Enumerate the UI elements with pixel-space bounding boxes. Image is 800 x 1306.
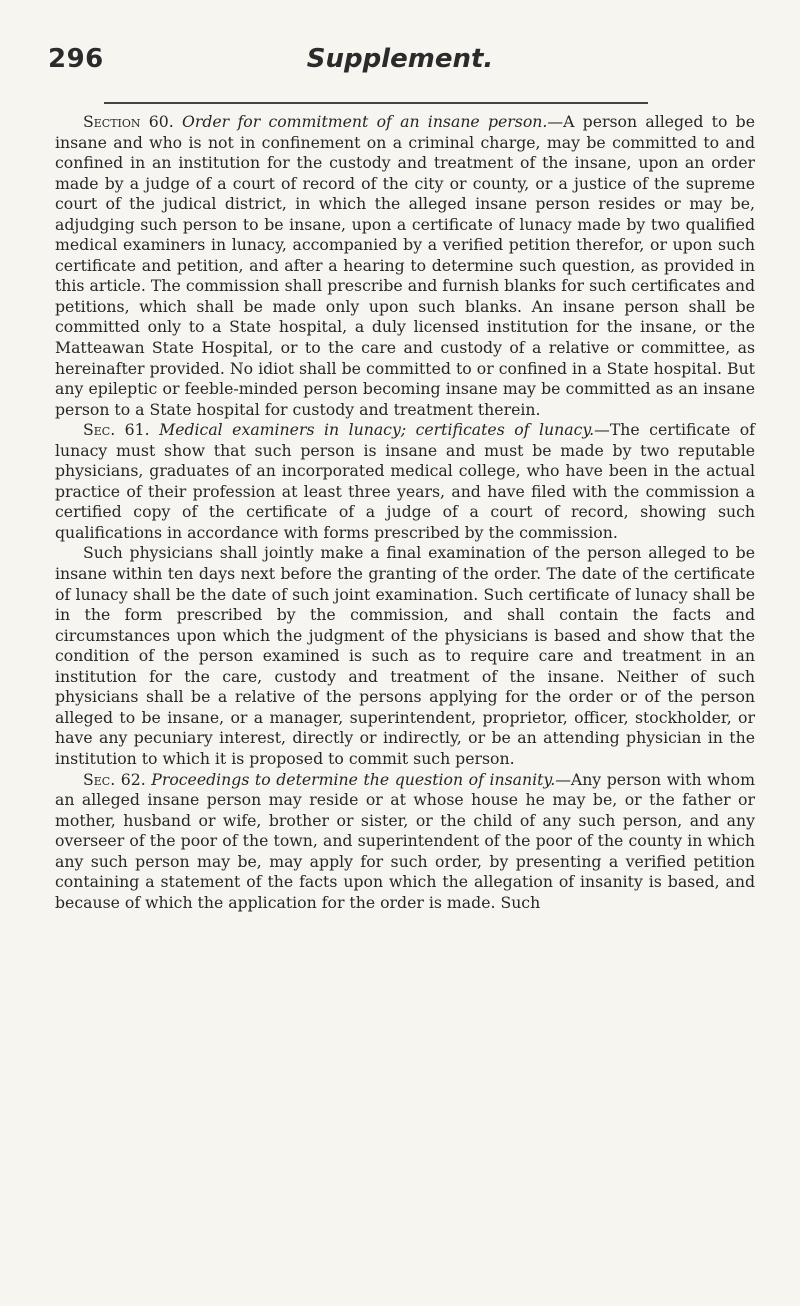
paragraph-section-60 <box>55 112 755 420</box>
paragraph-section-61-continued <box>55 543 755 769</box>
section-title: Medical examiners in lunacy; certificates of lunacy. <box>159 420 595 440</box>
section-title: Order for commitment of an insane person. <box>182 112 548 131</box>
running-head: Supplement. <box>306 44 494 74</box>
paragraph-text: —Any person with whom an alleged insane person may reside or at whose house he may be, or the father or mother, husband or wife, brother or sister, or the child of any such person, and any overseer of the poor of the town, and superintendent of the poor of the county in which any such person may be, may apply for such order, by presenting a verified petition containing a statement of the facts upon which the allegation of insanity is based, and because of which the application for the order is made. Such <box>55 769 755 912</box>
paragraph-text: —The certificate of lunacy must show that such person is insane and must be made by two reputable physicians, graduates of an incorporated medical college, who have been in the actual practice of their profession at least three years, and have filed with the commission a certified copy of the certificate of a judge of a court of record, showing such qualifications in accordance with forms prescribed by the commission. <box>55 420 755 542</box>
page-number: 296 <box>48 44 104 74</box>
section-title: Proceedings to determine the question of insanity. <box>151 769 556 789</box>
section-label: Sec. 61. <box>83 420 150 440</box>
paragraph-section-61 <box>55 420 755 543</box>
body-text <box>55 112 755 913</box>
section-label: Sec. 62. <box>83 769 146 789</box>
paragraph-section-62 <box>55 770 755 914</box>
section-label: Section 60. <box>83 112 174 131</box>
paragraph-text: Such physicians shall jointly make a final examination of the person alleged to be insane within ten days next before the granting of the order. The date of the certificate of lunacy shall be the date of such joint examination. Such certificate of lunacy shall be in the form prescribed by the commission, and shall contain the facts and circumstances upon which the judgment of the physicians is based and show that the condition of the person examined is such as to require care and treatment in an institution for the care, custody and treatment of the insane. Neither of such physicians shall be a relative of the persons applying for the order or of the person alleged to be insane, or a manager, superintendent, proprietor, officer, stockholder, or have any pecuniary interest, directly or indirectly, or be an attending physician in the institution to which it is proposed to commit such person. <box>55 543 755 768</box>
paragraph-text: —A person alleged to be insane and who is not in confinement on a criminal charge, may be committed to and confined in an institution for the custody and treatment of the insane, upon an order made by a judge of a court of record of the city or county, or a justice of the supreme court of the judical district, in which the alleged insane person resides or may be, adjudging such person to be insane, upon a certificate of lunacy made by two qualified medical examiners in lunacy, accompanied by a verified petition therefor, or upon such certificate and petition, and after a hearing to determine such question, as provided in this article. The commission shall prescribe and furnish blanks for such certificates and petitions, which shall be made only upon such blanks. An insane person shall be committed only to a State hospital, a duly licensed institution for the insane, or the Matteawan State Hospital, or to the care and custody of a relative or committee, as hereinafter provided. No idiot shall be committed to or confined in a State hospital. But any epileptic or feeble-minded person becoming insane may be committed as an insane person to a State hospital for custody and treatment therein. <box>55 112 755 419</box>
page-header <box>48 44 752 84</box>
header-rule <box>104 102 648 104</box>
